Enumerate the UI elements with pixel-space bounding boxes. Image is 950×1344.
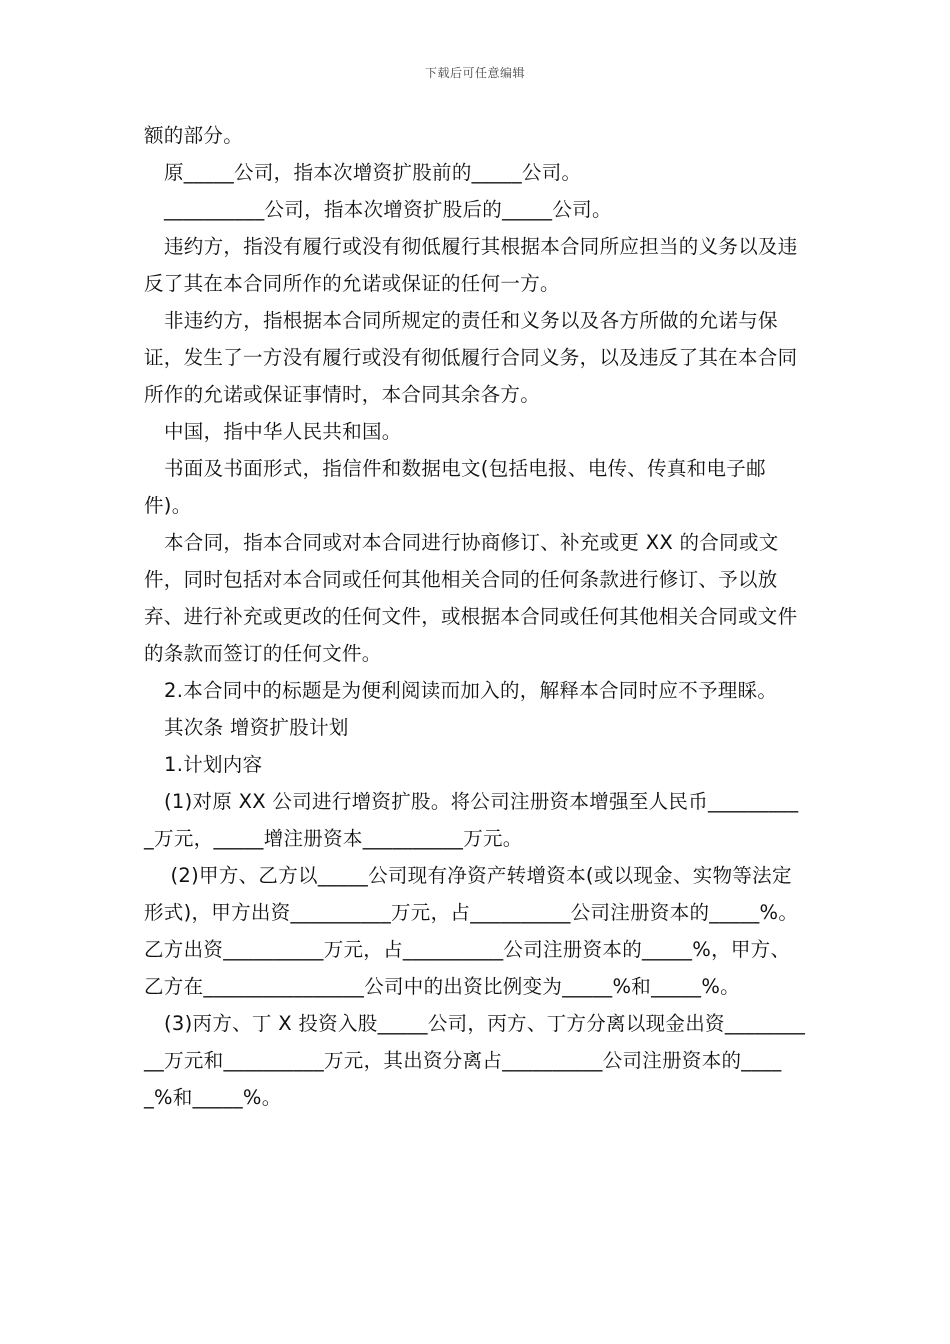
paragraph: __________公司，指本次增资扩股后的_____公司。 — [164, 198, 612, 221]
paragraph: 非违约方，指根据本合同所规定的责任和义务以及各方所做的允诺与保证，发生了一方没有履行或没有彻低履行合同义务，以及违反了其在本合同所作的允诺或保证事情时，本合同其余各方。 — [144, 309, 798, 406]
paragraph: (2)甲方、乙方以_____公司现有净资产转增资本(或以现金、实物等法定形式)，甲方出资__________万元，占__________公司注册资本的_____%。乙方出资__________万元，占__________公司注册资本的_____%，甲方、乙方在________________公司中的出资比例变为_____%和_____%。 — [144, 864, 799, 998]
paragraph: 书面及书面形式，指信件和数据电文(包括电报、电传、传真和电子邮件)。 — [144, 457, 766, 517]
paragraph: 其次条 增资扩股计划 — [164, 716, 349, 739]
document-body — [144, 117, 806, 1116]
paragraph: 1.计划内容 — [164, 753, 263, 776]
paragraph: 本合同，指本合同或对本合同进行协商修订、补充或更 XX 的合同或文件，同时包括对本合同或任何其他相关合同的任何条款进行修订、予以放弃、进行补充或更改的任何文件，或根据本合同或任何其他相关合同或文件的条款而签订的任何文件。 — [144, 531, 798, 665]
paragraph: 原_____公司，指本次增资扩股前的_____公司。 — [164, 161, 582, 184]
paragraph: 2.本合同中的标题是为便利阅读而加入的，解释本合同时应不予理睬。 — [164, 679, 778, 702]
paragraph: (3)丙方、丁 X 投资入股_____公司，丙方、丁方分离以现金出资__________万元和__________万元，其出资分离占__________公司注册资本的_____%和_____%。 — [144, 1012, 806, 1109]
paragraph: (1)对原 XX 公司进行增资扩股。将公司注册资本增强至人民币__________万元，_____增注册资本__________万元。 — [144, 790, 799, 850]
paragraph: 中国，指中华人民共和国。 — [164, 420, 402, 443]
page-header: 下载后可任意编辑 — [424, 66, 525, 80]
paragraph: 额的部分。 — [144, 124, 244, 147]
paragraph: 违约方，指没有履行或没有彻低履行其根据本合同所应担当的义务以及违反了其在本合同所作的允诺或保证的任何一方。 — [144, 235, 798, 295]
